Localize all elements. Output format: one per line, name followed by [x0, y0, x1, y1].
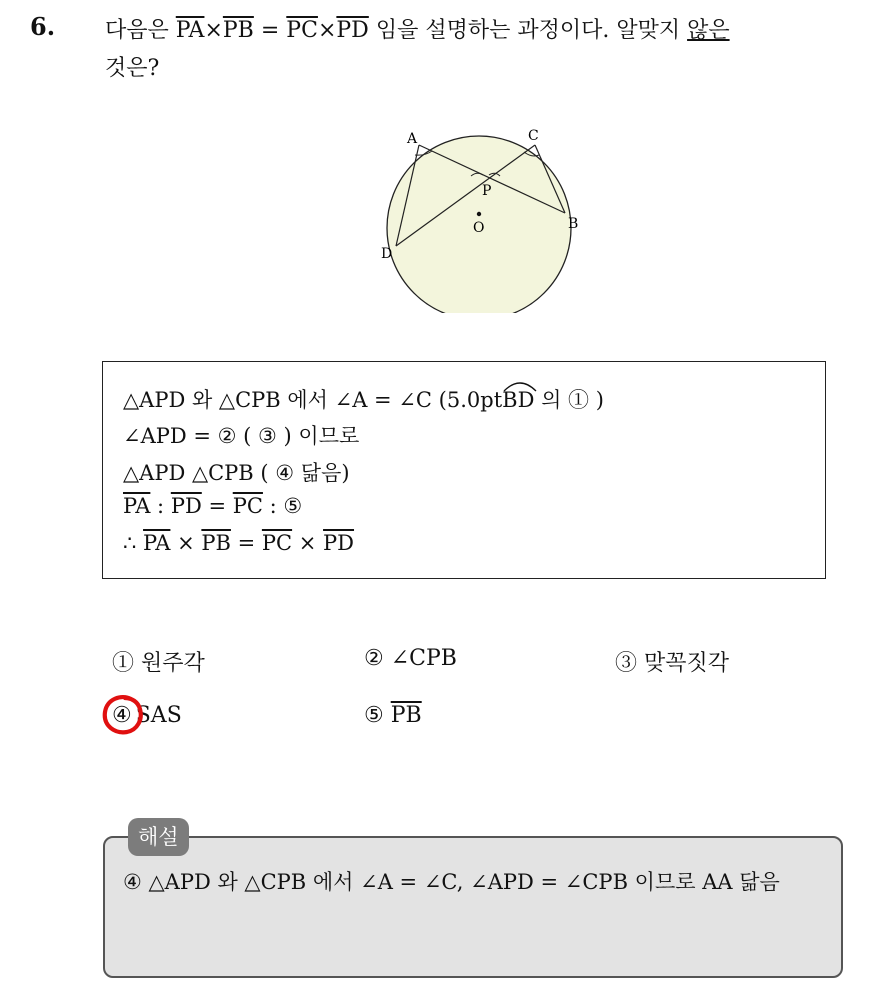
center-dot: [477, 212, 481, 216]
option-4-text: SAS: [135, 703, 182, 728]
option-4-mark: ④: [112, 703, 132, 728]
arc-bd: [502, 388, 534, 412]
proof-equals: =: [201, 494, 233, 518]
option-5[interactable]: [364, 703, 422, 728]
proof5-equals: =: [230, 531, 262, 555]
label-c: C: [528, 128, 539, 144]
therefore-sign: ∴: [123, 531, 144, 555]
proof-line-4-rest: : ⑤: [262, 494, 303, 518]
arc-bd-text: BD: [502, 388, 535, 412]
proof-colon: :: [150, 494, 171, 518]
option-5-mark: ⑤: [364, 703, 391, 728]
label-d: D: [381, 246, 393, 262]
proof5-seg-pb: $\overline{PB}$: [201, 531, 231, 555]
proof-box: [102, 361, 826, 579]
equals-sign: =: [260, 18, 280, 43]
question-number: 6.: [30, 12, 56, 41]
proof-line-1-text: △APD 와 △CPB 에서 ∠A = ∠C (5.0pt: [123, 388, 503, 412]
option-1[interactable]: ① 원주각: [112, 651, 205, 676]
segment-pd: $\overline{PD}$: [336, 18, 369, 43]
segment-pc: $\overline{PC}$: [286, 18, 318, 43]
explanation-box: [103, 836, 843, 978]
stem-underlined: 않은: [687, 18, 730, 43]
proof-seg-pd: $\overline{PD}$: [170, 494, 202, 518]
arc-mark-icon: [502, 378, 538, 392]
label-b: B: [568, 216, 579, 232]
proof-line-1: [123, 384, 604, 414]
proof-seg-pa: $\overline{PA}$: [123, 494, 151, 518]
label-p: P: [482, 183, 492, 199]
proof-line-3: △APD △CPB ( ④ 닮음): [123, 461, 350, 485]
times-sign: ×: [204, 18, 223, 43]
segment-pb: $\overline{PB}$: [222, 18, 254, 43]
option-2[interactable]: ② ∠CPB: [364, 646, 457, 671]
proof-line-5: [123, 531, 354, 555]
proof-line-1-end: 의 ① ): [534, 388, 604, 412]
proof5-seg-pd: $\overline{PD}$: [323, 531, 355, 555]
circle-figure: [375, 118, 605, 313]
proof-line-2: ∠APD = ② ( ③ ) 이므로: [123, 424, 360, 448]
explanation-tag: 해설: [128, 818, 189, 856]
stem-end: 것은?: [105, 56, 160, 81]
times-sign-2: ×: [317, 18, 337, 43]
explanation-text: ④ △APD 와 △CPB 에서 ∠A = ∠C, ∠APD = ∠CPB 이므로 AA 닮음: [123, 870, 780, 894]
proof5-times: ×: [170, 531, 202, 555]
option-5-text: $\overline{PB}$: [390, 703, 422, 728]
answer-circle-mark: [101, 693, 145, 737]
option-3[interactable]: ③ 맞꼭짓각: [615, 651, 730, 676]
proof-seg-pc: $\overline{PC}$: [232, 494, 263, 518]
segment-pa: $\overline{PA}$: [175, 18, 205, 43]
proof5-seg-pc: $\overline{PC}$: [261, 531, 293, 555]
stem-prefix: 다음은: [105, 18, 169, 43]
question-stem: [105, 12, 865, 88]
proof5-times-2: ×: [292, 531, 324, 555]
proof-line-4: [123, 494, 302, 518]
label-a: A: [407, 131, 418, 147]
stem-middle: 임을 설명하는 과정이다. 알맞지: [375, 18, 681, 43]
label-o: O: [473, 220, 485, 236]
proof5-seg-pa: $\overline{PA}$: [143, 531, 171, 555]
